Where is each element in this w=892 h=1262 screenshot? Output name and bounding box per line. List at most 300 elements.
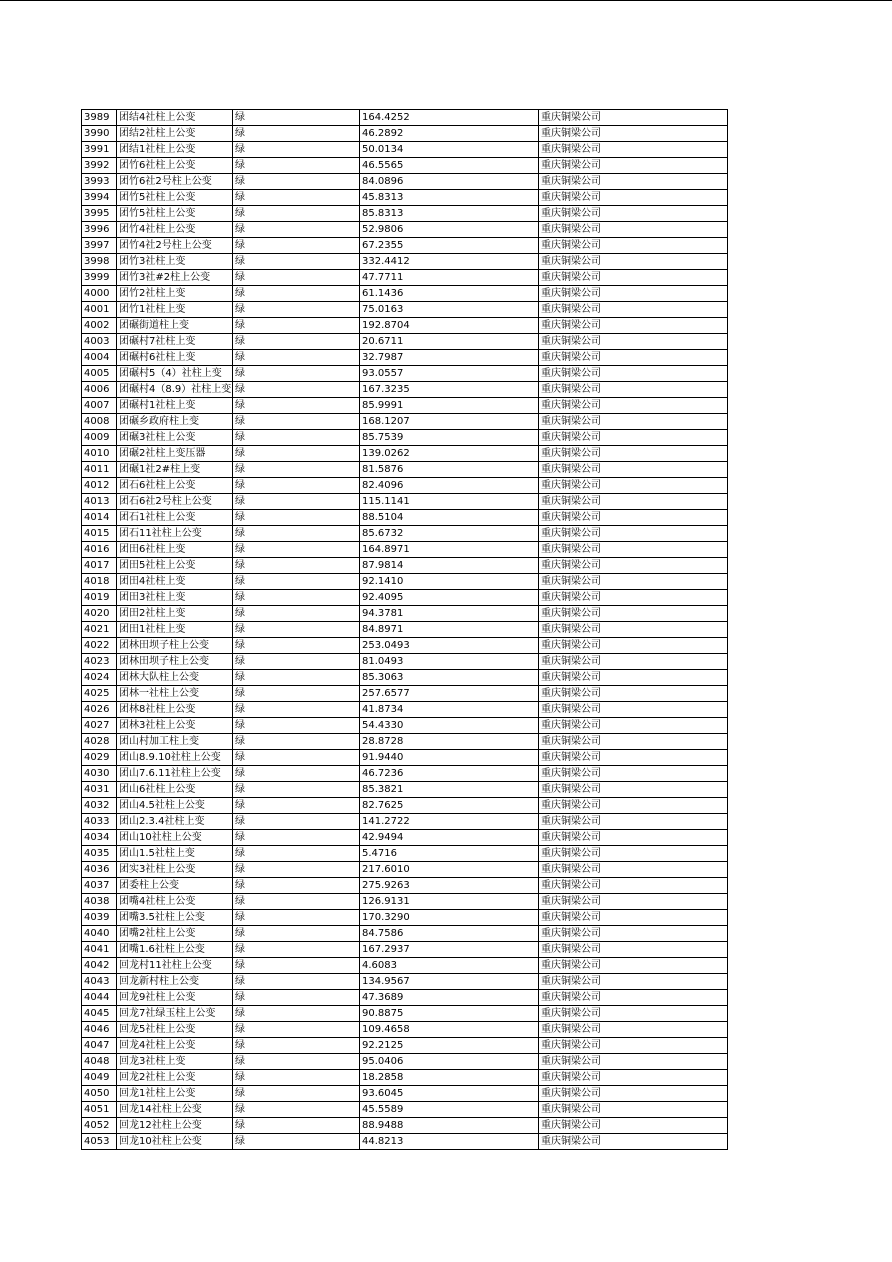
status-color-cell: 绿 (233, 190, 360, 206)
value-cell: 139.0262 (360, 446, 539, 462)
table-row (82, 1006, 728, 1022)
company-cell: 重庆铜梁公司 (539, 142, 728, 158)
page-top-border (0, 0, 892, 1)
status-color-cell: 绿 (233, 1022, 360, 1038)
row-id-cell: 4045 (82, 1006, 117, 1022)
status-color-cell: 绿 (233, 334, 360, 350)
company-cell: 重庆铜梁公司 (539, 1118, 728, 1134)
value-cell: 75.0163 (360, 302, 539, 318)
status-color-cell: 绿 (233, 366, 360, 382)
row-id-cell: 4004 (82, 350, 117, 366)
status-color-cell: 绿 (233, 494, 360, 510)
row-id-cell: 4001 (82, 302, 117, 318)
value-cell: 20.6711 (360, 334, 539, 350)
transformer-name-cell: 团田5社柱上公变 (117, 558, 233, 574)
table-row (82, 286, 728, 302)
row-id-cell: 3999 (82, 270, 117, 286)
row-id-cell: 4036 (82, 862, 117, 878)
value-cell: 275.9263 (360, 878, 539, 894)
transformer-name-cell: 团实3社柱上公变 (117, 862, 233, 878)
transformer-name-cell: 回龙5社柱上公变 (117, 1022, 233, 1038)
transformer-name-cell: 团石1社柱上公变 (117, 510, 233, 526)
company-cell: 重庆铜梁公司 (539, 366, 728, 382)
value-cell: 84.7586 (360, 926, 539, 942)
status-color-cell: 绿 (233, 254, 360, 270)
transformer-name-cell: 团委柱上公变 (117, 878, 233, 894)
status-color-cell: 绿 (233, 526, 360, 542)
status-color-cell: 绿 (233, 974, 360, 990)
table-row (82, 942, 728, 958)
status-color-cell: 绿 (233, 894, 360, 910)
row-id-cell: 4007 (82, 398, 117, 414)
value-cell: 46.2892 (360, 126, 539, 142)
status-color-cell: 绿 (233, 462, 360, 478)
status-color-cell: 绿 (233, 1134, 360, 1150)
table-row (82, 686, 728, 702)
status-color-cell: 绿 (233, 222, 360, 238)
status-color-cell: 绿 (233, 670, 360, 686)
status-color-cell: 绿 (233, 1118, 360, 1134)
value-cell: 92.2125 (360, 1038, 539, 1054)
table-row (82, 1118, 728, 1134)
row-id-cell: 4029 (82, 750, 117, 766)
value-cell: 5.4716 (360, 846, 539, 862)
table-row (82, 126, 728, 142)
company-cell: 重庆铜梁公司 (539, 942, 728, 958)
value-cell: 94.3781 (360, 606, 539, 622)
transformer-name-cell: 回龙村11社柱上公变 (117, 958, 233, 974)
company-cell: 重庆铜梁公司 (539, 926, 728, 942)
transformer-name-cell: 团碾乡政府柱上变 (117, 414, 233, 430)
transformer-name-cell: 团竹6社2号柱上公变 (117, 174, 233, 190)
row-id-cell: 4018 (82, 574, 117, 590)
status-color-cell: 绿 (233, 1006, 360, 1022)
value-cell: 93.6045 (360, 1086, 539, 1102)
row-id-cell: 3993 (82, 174, 117, 190)
table-row (82, 142, 728, 158)
transformer-name-cell: 团山村加工柱上变 (117, 734, 233, 750)
row-id-cell: 4053 (82, 1134, 117, 1150)
table-row (82, 414, 728, 430)
company-cell: 重庆铜梁公司 (539, 494, 728, 510)
value-cell: 141.2722 (360, 814, 539, 830)
table-row (82, 494, 728, 510)
company-cell: 重庆铜梁公司 (539, 286, 728, 302)
row-id-cell: 4039 (82, 910, 117, 926)
status-color-cell: 绿 (233, 590, 360, 606)
table-row (82, 782, 728, 798)
table-row (82, 366, 728, 382)
transformer-name-cell: 团山10社柱上公变 (117, 830, 233, 846)
value-cell: 109.4658 (360, 1022, 539, 1038)
company-cell: 重庆铜梁公司 (539, 734, 728, 750)
table-row (82, 302, 728, 318)
row-id-cell: 4051 (82, 1102, 117, 1118)
table-row (82, 462, 728, 478)
company-cell: 重庆铜梁公司 (539, 158, 728, 174)
table-row (82, 398, 728, 414)
row-id-cell: 4006 (82, 382, 117, 398)
status-color-cell: 绿 (233, 926, 360, 942)
value-cell: 44.8213 (360, 1134, 539, 1150)
row-id-cell: 4016 (82, 542, 117, 558)
transformer-name-cell: 团山6社柱上公变 (117, 782, 233, 798)
transformer-name-cell: 团田4社柱上变 (117, 574, 233, 590)
company-cell: 重庆铜梁公司 (539, 1054, 728, 1070)
transformer-name-cell: 团山7.6.11社柱上公变 (117, 766, 233, 782)
table-row (82, 190, 728, 206)
value-cell: 67.2355 (360, 238, 539, 254)
status-color-cell: 绿 (233, 478, 360, 494)
value-cell: 28.8728 (360, 734, 539, 750)
company-cell: 重庆铜梁公司 (539, 350, 728, 366)
company-cell: 重庆铜梁公司 (539, 574, 728, 590)
row-id-cell: 4012 (82, 478, 117, 494)
value-cell: 54.4330 (360, 718, 539, 734)
transformer-name-cell: 团竹4社2号柱上公变 (117, 238, 233, 254)
transformer-name-cell: 回龙1社柱上公变 (117, 1086, 233, 1102)
table-row (82, 894, 728, 910)
row-id-cell: 4042 (82, 958, 117, 974)
transformer-name-cell: 团碾村6社柱上变 (117, 350, 233, 366)
table-row (82, 606, 728, 622)
table-row (82, 734, 728, 750)
value-cell: 50.0134 (360, 142, 539, 158)
table-row (82, 846, 728, 862)
table-row (82, 862, 728, 878)
status-color-cell: 绿 (233, 702, 360, 718)
company-cell: 重庆铜梁公司 (539, 782, 728, 798)
table-row (82, 1022, 728, 1038)
status-color-cell: 绿 (233, 350, 360, 366)
status-color-cell: 绿 (233, 158, 360, 174)
table-row (82, 222, 728, 238)
company-cell: 重庆铜梁公司 (539, 542, 728, 558)
status-color-cell: 绿 (233, 542, 360, 558)
row-id-cell: 4014 (82, 510, 117, 526)
transformer-name-cell: 团石6社柱上公变 (117, 478, 233, 494)
value-cell: 42.9494 (360, 830, 539, 846)
status-color-cell: 绿 (233, 446, 360, 462)
status-color-cell: 绿 (233, 686, 360, 702)
transformer-name-cell: 团碾2社柱上变压器 (117, 446, 233, 462)
row-id-cell: 4020 (82, 606, 117, 622)
transformer-name-cell: 团田1社柱上变 (117, 622, 233, 638)
value-cell: 167.3235 (360, 382, 539, 398)
company-cell: 重庆铜梁公司 (539, 526, 728, 542)
transformer-name-cell: 团田3社柱上变 (117, 590, 233, 606)
company-cell: 重庆铜梁公司 (539, 382, 728, 398)
row-id-cell: 4041 (82, 942, 117, 958)
value-cell: 126.9131 (360, 894, 539, 910)
row-id-cell: 4033 (82, 814, 117, 830)
table-row (82, 1086, 728, 1102)
transformer-name-cell: 团嘴1.6社柱上公变 (117, 942, 233, 958)
company-cell: 重庆铜梁公司 (539, 990, 728, 1006)
value-cell: 85.7539 (360, 430, 539, 446)
row-id-cell: 4011 (82, 462, 117, 478)
table-row (82, 878, 728, 894)
table-row (82, 1070, 728, 1086)
row-id-cell: 4047 (82, 1038, 117, 1054)
status-color-cell: 绿 (233, 174, 360, 190)
transformer-name-cell: 团碾村7社柱上变 (117, 334, 233, 350)
company-cell: 重庆铜梁公司 (539, 558, 728, 574)
status-color-cell: 绿 (233, 110, 360, 126)
status-color-cell: 绿 (233, 734, 360, 750)
company-cell: 重庆铜梁公司 (539, 414, 728, 430)
transformer-name-cell: 团林田坝子柱上公变 (117, 654, 233, 670)
transformer-name-cell: 回龙4社柱上公变 (117, 1038, 233, 1054)
transformer-name-cell: 团碾村1社柱上变 (117, 398, 233, 414)
company-cell: 重庆铜梁公司 (539, 478, 728, 494)
row-id-cell: 3998 (82, 254, 117, 270)
value-cell: 92.4095 (360, 590, 539, 606)
row-id-cell: 4044 (82, 990, 117, 1006)
status-color-cell: 绿 (233, 1102, 360, 1118)
transformer-name-cell: 回龙7社绿玉柱上公变 (117, 1006, 233, 1022)
transformer-name-cell: 回龙10社柱上公变 (117, 1134, 233, 1150)
transformer-name-cell: 团林大队柱上公变 (117, 670, 233, 686)
transformer-name-cell: 团竹3社#2柱上公变 (117, 270, 233, 286)
company-cell: 重庆铜梁公司 (539, 878, 728, 894)
status-color-cell: 绿 (233, 430, 360, 446)
table-row (82, 382, 728, 398)
company-cell: 重庆铜梁公司 (539, 302, 728, 318)
transformer-name-cell: 回龙12社柱上公变 (117, 1118, 233, 1134)
row-id-cell: 4002 (82, 318, 117, 334)
company-cell: 重庆铜梁公司 (539, 846, 728, 862)
table-row (82, 654, 728, 670)
company-cell: 重庆铜梁公司 (539, 686, 728, 702)
transformer-name-cell: 团竹3社柱上变 (117, 254, 233, 270)
company-cell: 重庆铜梁公司 (539, 862, 728, 878)
row-id-cell: 4043 (82, 974, 117, 990)
status-color-cell: 绿 (233, 510, 360, 526)
status-color-cell: 绿 (233, 910, 360, 926)
value-cell: 85.3821 (360, 782, 539, 798)
status-color-cell: 绿 (233, 1070, 360, 1086)
status-color-cell: 绿 (233, 126, 360, 142)
table-row (82, 430, 728, 446)
value-cell: 88.5104 (360, 510, 539, 526)
value-cell: 85.6732 (360, 526, 539, 542)
transformer-table (81, 109, 728, 1150)
table-row (82, 1102, 728, 1118)
transformer-name-cell: 回龙9社柱上公变 (117, 990, 233, 1006)
table-row (82, 670, 728, 686)
transformer-name-cell: 团嘴4社柱上公变 (117, 894, 233, 910)
value-cell: 168.1207 (360, 414, 539, 430)
row-id-cell: 4024 (82, 670, 117, 686)
row-id-cell: 3997 (82, 238, 117, 254)
value-cell: 87.9814 (360, 558, 539, 574)
row-id-cell: 4027 (82, 718, 117, 734)
company-cell: 重庆铜梁公司 (539, 334, 728, 350)
transformer-name-cell: 回龙2社柱上公变 (117, 1070, 233, 1086)
transformer-name-cell: 团竹6社柱上公变 (117, 158, 233, 174)
transformer-name-cell: 团石11社柱上公变 (117, 526, 233, 542)
transformer-name-cell: 团石6社2号柱上公变 (117, 494, 233, 510)
status-color-cell: 绿 (233, 654, 360, 670)
transformer-name-cell: 团山2.3.4社柱上变 (117, 814, 233, 830)
company-cell: 重庆铜梁公司 (539, 462, 728, 478)
row-id-cell: 4031 (82, 782, 117, 798)
transformer-name-cell: 回龙新村柱上公变 (117, 974, 233, 990)
row-id-cell: 3996 (82, 222, 117, 238)
transformer-name-cell: 团林3社柱上公变 (117, 718, 233, 734)
transformer-name-cell: 回龙3社柱上变 (117, 1054, 233, 1070)
transformer-name-cell: 团林8社柱上公变 (117, 702, 233, 718)
company-cell: 重庆铜梁公司 (539, 270, 728, 286)
company-cell: 重庆铜梁公司 (539, 1006, 728, 1022)
value-cell: 217.6010 (360, 862, 539, 878)
status-color-cell: 绿 (233, 574, 360, 590)
transformer-name-cell: 团碾街道柱上变 (117, 318, 233, 334)
transformer-name-cell: 团田2社柱上变 (117, 606, 233, 622)
company-cell: 重庆铜梁公司 (539, 590, 728, 606)
status-color-cell: 绿 (233, 382, 360, 398)
transformer-name-cell: 团碾3社柱上公变 (117, 430, 233, 446)
table-row (82, 558, 728, 574)
status-color-cell: 绿 (233, 606, 360, 622)
company-cell: 重庆铜梁公司 (539, 1134, 728, 1150)
table-row (82, 974, 728, 990)
table-row (82, 526, 728, 542)
value-cell: 85.3063 (360, 670, 539, 686)
value-cell: 85.8313 (360, 206, 539, 222)
table-row (82, 638, 728, 654)
row-id-cell: 4050 (82, 1086, 117, 1102)
table-row (82, 814, 728, 830)
row-id-cell: 4022 (82, 638, 117, 654)
table-row (82, 478, 728, 494)
company-cell: 重庆铜梁公司 (539, 910, 728, 926)
company-cell: 重庆铜梁公司 (539, 510, 728, 526)
table-row (82, 702, 728, 718)
status-color-cell: 绿 (233, 1038, 360, 1054)
value-cell: 84.8971 (360, 622, 539, 638)
row-id-cell: 4032 (82, 798, 117, 814)
status-color-cell: 绿 (233, 766, 360, 782)
transformer-name-cell: 团嘴3.5社柱上公变 (117, 910, 233, 926)
row-id-cell: 4000 (82, 286, 117, 302)
transformer-name-cell: 团碾1社2#柱上变 (117, 462, 233, 478)
value-cell: 170.3290 (360, 910, 539, 926)
transformer-name-cell: 团山8.9.10社柱上公变 (117, 750, 233, 766)
table-row (82, 238, 728, 254)
transformer-name-cell: 团碾村5（4）社柱上变 (117, 366, 233, 382)
status-color-cell: 绿 (233, 1086, 360, 1102)
value-cell: 90.8875 (360, 1006, 539, 1022)
value-cell: 46.7236 (360, 766, 539, 782)
value-cell: 81.5876 (360, 462, 539, 478)
row-id-cell: 3989 (82, 110, 117, 126)
status-color-cell: 绿 (233, 750, 360, 766)
table-row (82, 542, 728, 558)
company-cell: 重庆铜梁公司 (539, 126, 728, 142)
company-cell: 重庆铜梁公司 (539, 1070, 728, 1086)
row-id-cell: 4013 (82, 494, 117, 510)
company-cell: 重庆铜梁公司 (539, 638, 728, 654)
status-color-cell: 绿 (233, 958, 360, 974)
status-color-cell: 绿 (233, 638, 360, 654)
row-id-cell: 4009 (82, 430, 117, 446)
row-id-cell: 4030 (82, 766, 117, 782)
value-cell: 167.2937 (360, 942, 539, 958)
status-color-cell: 绿 (233, 814, 360, 830)
status-color-cell: 绿 (233, 782, 360, 798)
row-id-cell: 3995 (82, 206, 117, 222)
value-cell: 92.1410 (360, 574, 539, 590)
table-row (82, 206, 728, 222)
table-row (82, 174, 728, 190)
status-color-cell: 绿 (233, 238, 360, 254)
status-color-cell: 绿 (233, 878, 360, 894)
value-cell: 115.1141 (360, 494, 539, 510)
value-cell: 18.2858 (360, 1070, 539, 1086)
row-id-cell: 4015 (82, 526, 117, 542)
company-cell: 重庆铜梁公司 (539, 318, 728, 334)
transformer-name-cell: 团竹1社柱上变 (117, 302, 233, 318)
transformer-name-cell: 团碾村4（8.9）社柱上变 (117, 382, 233, 398)
table-row (82, 574, 728, 590)
table-row (82, 750, 728, 766)
status-color-cell: 绿 (233, 1054, 360, 1070)
value-cell: 47.3689 (360, 990, 539, 1006)
table-row (82, 1134, 728, 1150)
row-id-cell: 3994 (82, 190, 117, 206)
row-id-cell: 4003 (82, 334, 117, 350)
row-id-cell: 4037 (82, 878, 117, 894)
table-row (82, 910, 728, 926)
status-color-cell: 绿 (233, 302, 360, 318)
status-color-cell: 绿 (233, 270, 360, 286)
company-cell: 重庆铜梁公司 (539, 254, 728, 270)
table-row (82, 766, 728, 782)
table-row (82, 110, 728, 126)
table-row (82, 510, 728, 526)
row-id-cell: 4019 (82, 590, 117, 606)
row-id-cell: 4035 (82, 846, 117, 862)
status-color-cell: 绿 (233, 558, 360, 574)
transformer-name-cell: 团结2社柱上公变 (117, 126, 233, 142)
value-cell: 82.7625 (360, 798, 539, 814)
value-cell: 52.9806 (360, 222, 539, 238)
status-color-cell: 绿 (233, 846, 360, 862)
row-id-cell: 3992 (82, 158, 117, 174)
status-color-cell: 绿 (233, 206, 360, 222)
value-cell: 88.9488 (360, 1118, 539, 1134)
transformer-name-cell: 团山4.5社柱上公变 (117, 798, 233, 814)
table-row (82, 1038, 728, 1054)
table-row (82, 926, 728, 942)
value-cell: 45.8313 (360, 190, 539, 206)
table-row (82, 622, 728, 638)
value-cell: 164.8971 (360, 542, 539, 558)
row-id-cell: 4049 (82, 1070, 117, 1086)
status-color-cell: 绿 (233, 142, 360, 158)
value-cell: 95.0406 (360, 1054, 539, 1070)
table-row (82, 718, 728, 734)
company-cell: 重庆铜梁公司 (539, 1102, 728, 1118)
value-cell: 164.4252 (360, 110, 539, 126)
transformer-name-cell: 团竹2社柱上变 (117, 286, 233, 302)
company-cell: 重庆铜梁公司 (539, 174, 728, 190)
table-row (82, 158, 728, 174)
table-body (82, 110, 728, 1150)
company-cell: 重庆铜梁公司 (539, 190, 728, 206)
